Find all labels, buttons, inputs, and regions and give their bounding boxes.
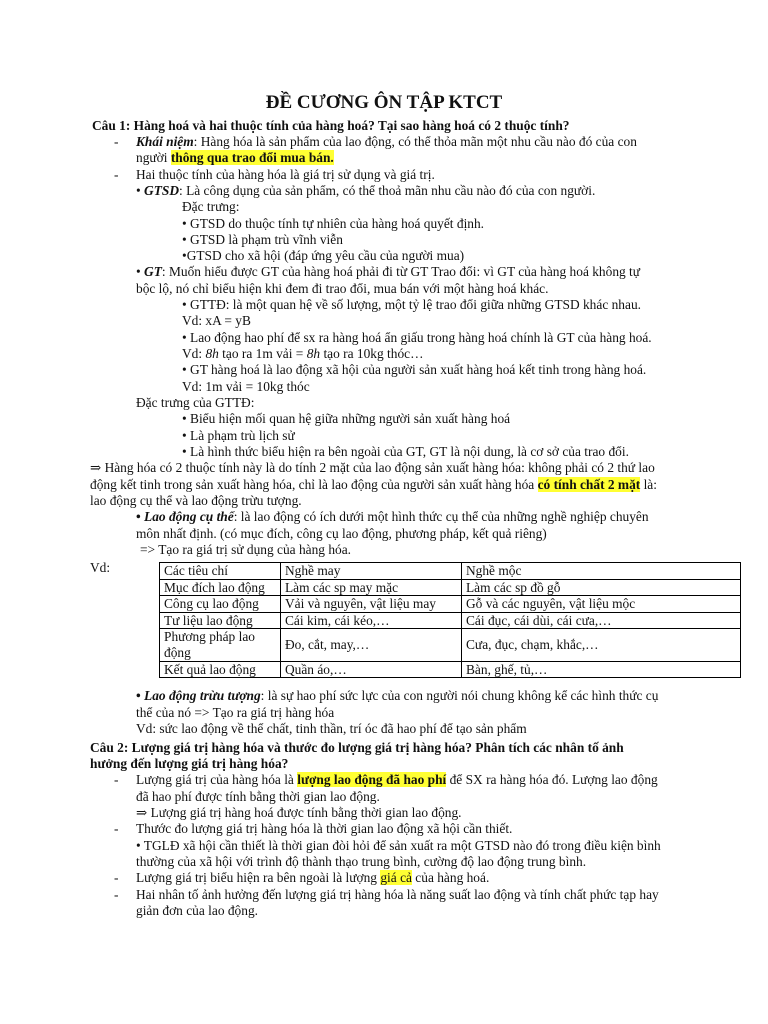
dash-marker: -	[114, 134, 119, 149]
gttd-example-1: Vd: xA = yB	[182, 313, 251, 328]
gttd-example-3: Vd: 1m vải = 10kg thóc	[182, 379, 310, 394]
q1-two-attributes: Hai thuộc tính của hàng hóa là giá trị sử dụng và giá trị.	[136, 167, 435, 182]
ldtt-line-cont: thể của nó => Tạo ra giá trị hàng hóa	[136, 705, 335, 720]
gt-line	[136, 264, 640, 280]
gtsd-point-1: • GTSD do thuộc tính tự nhiên của hàng hoá quyết định.	[182, 216, 485, 231]
conclusion-line-1: ⇒ Hàng hóa có 2 thuộc tính này là do tính 2 mặt của lao động sản xuất hàng hóa: không phải có 2 thứ lao	[90, 460, 655, 475]
table-cell: Làm các sp đồ gỗ	[462, 579, 741, 596]
table-cell: Quần áo,…	[281, 661, 462, 678]
gttd-point-3: • GT hàng hoá là lao động xã hội của người sản xuất hàng hoá kết tinh trong hàng hoá.	[182, 362, 647, 377]
table-row	[160, 661, 741, 678]
example-text: 8h	[205, 346, 219, 361]
document-title: ĐỀ CƯƠNG ÔN TẬP KTCT	[265, 92, 503, 113]
table-row	[160, 629, 741, 661]
gttd-feature-1: • Biểu hiện mối quan hệ giữa những người sản xuất hàng hoá	[182, 411, 511, 426]
gttd-feature-3: • Là hình thức biểu hiện ra bên ngoài của GT, GT là nội dung, là cơ sở của trao đổi.	[182, 444, 629, 459]
gtsd-point-3: •GTSD cho xã hội (đáp ứng yêu cầu của người mua)	[182, 248, 465, 263]
body-text: Lượng giá trị của hàng hóa là	[136, 772, 298, 787]
example-text: Vd:	[182, 346, 206, 361]
q1-heading: Câu 1: Hàng hoá và hai thuộc tính của hàng hoá? Tại sao hàng hoá có 2 thuộc tính?	[92, 118, 570, 133]
table-cell: Kết quả lao động	[160, 661, 281, 678]
q2-point-1-cont: đã hao phí được tính bằng thời gian lao động.	[136, 789, 380, 804]
table-cell: Vải và nguyên, vật liệu may	[281, 596, 462, 613]
table-cell: Phương pháp lao động	[160, 629, 281, 661]
q2-heading-line-1: Câu 2: Lượng giá trị hàng hóa và thước đo lượng giá trị hàng hóa? Phân tích các nhân tố ảnh	[90, 740, 624, 755]
dash-marker: -	[114, 870, 119, 885]
table-cell: Bàn, ghế, tủ,…	[462, 661, 741, 678]
ldtt-line	[136, 688, 658, 704]
ldct-line	[136, 509, 649, 525]
table-cell: Cái kim, cái kéo,…	[281, 612, 462, 629]
definition-text: người	[136, 150, 171, 165]
bullet: •	[136, 183, 145, 198]
term-label: GTSD	[144, 183, 180, 198]
table-header-cell: Các tiêu chí	[160, 563, 281, 580]
dash-marker: -	[114, 887, 119, 902]
example-text: tạo ra 10kg thóc…	[320, 346, 424, 361]
definition-text: : Muốn hiểu được GT của hàng hoá phải đi từ GT Trao đổi: vì GT của hàng hoá không tự	[161, 264, 641, 279]
body-text: Lượng giá trị biểu hiện ra bên ngoài là lượng	[136, 870, 381, 885]
comparison-table	[159, 562, 741, 678]
bullet: •	[136, 264, 145, 279]
gt-line-cont: bộc lộ, nó chỉ biểu hiện khi đem đi trao đổi, mua bán với một hàng hoá khác.	[136, 281, 549, 296]
dash-marker: -	[114, 167, 119, 182]
definition-text: : Là công dụng của sản phẩm, có thể thoả mãn nhu cầu nào đó của con người.	[179, 183, 596, 198]
table-row	[160, 612, 741, 629]
definition-text: : là lao động có ích dưới một hình thức cụ thể của những nghề nghiệp chuyên	[233, 509, 649, 524]
highlighted-text: có tính chất 2 mặt	[537, 477, 641, 492]
dash-marker: -	[114, 772, 119, 787]
term-label: Lao động cụ thể	[144, 509, 234, 524]
definition-text: : Hàng hóa là sản phẩm của lao động, có thể thỏa mãn một nhu cầu nào đó của con	[193, 134, 637, 149]
table-header-cell: Nghề mộc	[462, 563, 741, 580]
term-label: Khái niệm	[136, 134, 194, 149]
bullet: •	[136, 509, 145, 524]
ldct-line-cont: môn nhất định. (có mục đích, công cụ lao động, phương pháp, kết quả riêng)	[136, 526, 547, 541]
q2-point-5-cont: giản đơn của lao động.	[136, 903, 258, 918]
ldtt-example: Vd: sức lao động về thể chất, tinh thần, trí óc đã hao phí để tạo sản phẩm	[136, 721, 527, 736]
conclusion-text: là:	[640, 477, 657, 492]
q2-point-2: Thước đo lượng giá trị hàng hóa là thời gian lao động xã hội cần thiết.	[136, 821, 513, 836]
gttd-point-1: • GTTĐ: là một quan hệ về số lượng, một tỷ lệ trao đổi giữa những GTSD khác nhau.	[182, 297, 641, 312]
q1-definition-cont	[136, 150, 334, 166]
bullet: •	[136, 688, 145, 703]
table-cell: Làm các sp may mặc	[281, 579, 462, 596]
table-cell: Tư liệu lao động	[160, 612, 281, 629]
gtsd-line	[136, 183, 595, 199]
body-text: của hàng hoá.	[411, 870, 490, 885]
dac-trung-label: Đặc trưng:	[182, 199, 240, 214]
body-text: để SX ra hàng hóa đó. Lượng lao động	[446, 772, 658, 787]
vd-label: Vd:	[90, 560, 111, 575]
term-label: Lao động trừu tượng	[144, 688, 261, 703]
table-cell: Công cụ lao động	[160, 596, 281, 613]
q2-point-5: Hai nhân tố ảnh hưởng đến lượng giá trị hàng hóa là năng suất lao động và tính chất phức tạp hay	[136, 887, 659, 902]
table-cell: Đo, cắt, may,…	[281, 629, 462, 661]
example-text: 8h	[306, 346, 321, 361]
gttd-feature-2: • Là phạm trù lịch sử	[182, 428, 295, 443]
table-cell: Cưa, đục, chạm, khắc,…	[462, 629, 741, 661]
conclusion-line-3: lao động cụ thể và lao động trừu tượng.	[90, 493, 302, 508]
q2-heading-line-2: hưởng đến lượng giá trị hàng hóa?	[90, 756, 289, 771]
q2-point-1-result: ⇒ Lượng giá trị hàng hoá được tính bằng thời gian lao động.	[136, 805, 462, 820]
table-cell: Cái đục, cái dùi, cái cưa,…	[462, 612, 741, 629]
dash-marker: -	[114, 821, 119, 836]
table-header-cell: Nghề may	[281, 563, 462, 580]
gttd-features-label: Đặc trưng của GTTĐ:	[136, 395, 255, 410]
example-text: tạo ra 1m vải =	[218, 346, 307, 361]
table-cell: Gỗ và các nguyên, vật liệu mộc	[462, 596, 741, 613]
q2-point-3: • TGLĐ xã hội cần thiết là thời gian đòi hỏi để sản xuất ra một GTSD nào đó trong điều kiện bình	[136, 838, 661, 853]
table-cell: Mục đích lao động	[160, 579, 281, 596]
gttd-example-2	[182, 346, 423, 362]
q2-point-1	[136, 772, 658, 788]
highlighted-text: lượng lao động đã hao phí	[297, 772, 447, 787]
definition-text: : là sự hao phí sức lực của con người nói chung không kể các hình thức cụ	[260, 688, 659, 703]
conclusion-line-2	[90, 477, 657, 493]
highlighted-text: giá cả	[380, 870, 412, 885]
q2-point-4	[136, 870, 489, 886]
gttd-point-2: • Lao động hao phí để sx ra hàng hoá ẩn giấu trong hàng hoá chính là GT của hàng hoá.	[182, 330, 652, 345]
gtsd-point-2: • GTSD là phạm trù vĩnh viễn	[182, 232, 343, 247]
table-row	[160, 596, 741, 613]
ldct-result: => Tạo ra giá trị sử dụng của hàng hóa.	[140, 542, 352, 557]
table-row	[160, 579, 741, 596]
term-label: GT	[144, 264, 162, 279]
conclusion-text: động kết tinh trong sản xuất hàng hóa, chỉ là lao động của người sản xuất hàng hóa	[90, 477, 538, 492]
q1-definition	[136, 134, 637, 150]
highlighted-text: thông qua trao đổi mua bán.	[170, 150, 334, 165]
q2-point-3-cont: thường của xã hội với trình độ thành thạo trung bình, cường độ lao động trung bình.	[136, 854, 587, 869]
table-header-row	[160, 563, 741, 580]
